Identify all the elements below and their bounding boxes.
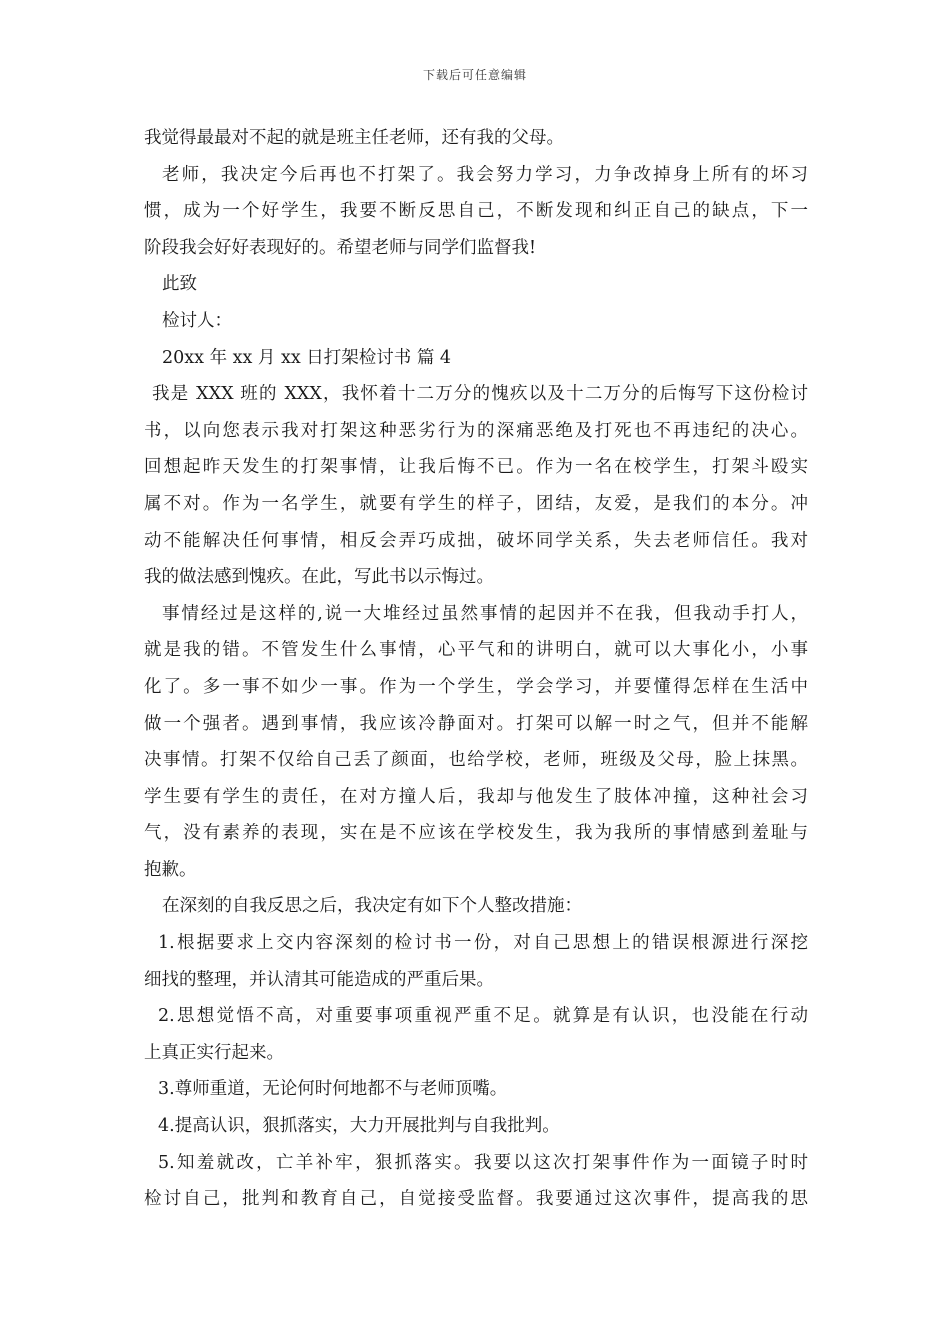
document-section-title: 20xx 年 xx 月 xx 日打架检讨书 篇 4 <box>162 347 452 368</box>
text-line: 阶段我会好好表现好的。希望老师与同学们监督我! <box>144 237 537 258</box>
list-item: 1.根据要求上交内容深刻的检讨书一份，对自己思想上的错误根源进行深挖 <box>158 933 808 954</box>
text-line: 化了。多一事不如少一事。作为一个学生，学会学习，并要懂得怎样在生活中 <box>144 676 808 697</box>
text-line: 老师，我决定今后再也不打架了。我会努力学习，力争改掉身上所有的坏习 <box>162 164 808 185</box>
page-header: 下载后可任意编辑 <box>422 68 527 82</box>
list-item: 5.知羞就改，亡羊补牢，狠抓落实。我要以这次打架事件作为一面镜子时时 <box>158 1152 808 1173</box>
text-line: 我的做法感到愧疚。在此，写此书以示悔过。 <box>144 567 494 588</box>
text-line: 就是我的错。不管发生什么事情，心平气和的讲明白，就可以大事化小，小事 <box>144 640 808 661</box>
text-line: 抱歉。 <box>144 859 197 880</box>
list-item: 3.尊师重道，无论何时何地都不与老师顶嘴。 <box>158 1079 508 1100</box>
list-item: 2.思想觉悟不高，对重要事项重视严重不足。就算是有认识，也没能在行动 <box>158 1006 808 1027</box>
text-line: 决事情。打架不仅给自己丢了颜面，也给学校，老师，班级及父母，脸上抹黑。 <box>144 750 808 771</box>
text-line: 检讨自己，批判和教育自己，自觉接受监督。我要通过这次事件，提高我的思 <box>144 1189 808 1210</box>
text-line: 上真正实行起来。 <box>144 1042 284 1063</box>
text-line: 我是 XXX 班的 XXX，我怀着十二万分的愧疚以及十二万分的后悔写下这份检讨 <box>152 384 808 405</box>
text-line: 我觉得最最对不起的就是班主任老师，还有我的父母。 <box>144 128 564 148</box>
document-body <box>144 120 808 1218</box>
text-line: 检讨人： <box>162 310 232 331</box>
text-line: 此致 <box>162 274 197 295</box>
text-line: 回想起昨天发生的打架事情，让我后悔不已。作为一名在校学生，打架斗殴实 <box>144 457 808 478</box>
text-line: 细找的整理，并认清其可能造成的严重后果。 <box>144 969 494 990</box>
text-line: 学生要有学生的责任，在对方撞人后，我却与他发生了肢体冲撞，这种社会习 <box>144 786 808 807</box>
text-line: 书，以向您表示我对打架这种恶劣行为的深痛恶绝及打死也不再违纪的决心。 <box>144 420 808 441</box>
text-line: 惯，成为一个好学生，我要不断反思自己，不断发现和纠正自己的缺点，下一 <box>144 201 808 222</box>
text-line: 动不能解决任何事情，相反会弄巧成拙，破坏同学关系，失去老师信任。我对 <box>144 530 808 551</box>
text-line: 气，没有素养的表现，实在是不应该在学校发生，我为我所的事情感到羞耻与 <box>144 823 808 844</box>
text-line: 在深刻的自我反思之后，我决定有如下个人整改措施： <box>162 896 582 917</box>
text-line: 属不对。作为一名学生，就要有学生的样子，团结，友爱，是我们的本分。冲 <box>144 493 808 514</box>
text-line: 事情经过是这样的,说一大堆经过虽然事情的起因并不在我，但我动手打人， <box>162 603 808 624</box>
list-item: 4.提高认识，狠抓落实，大力开展批判与自我批判。 <box>158 1116 560 1137</box>
text-line: 做一个强者。遇到事情，我应该冷静面对。打架可以解一时之气，但并不能解 <box>144 713 808 734</box>
